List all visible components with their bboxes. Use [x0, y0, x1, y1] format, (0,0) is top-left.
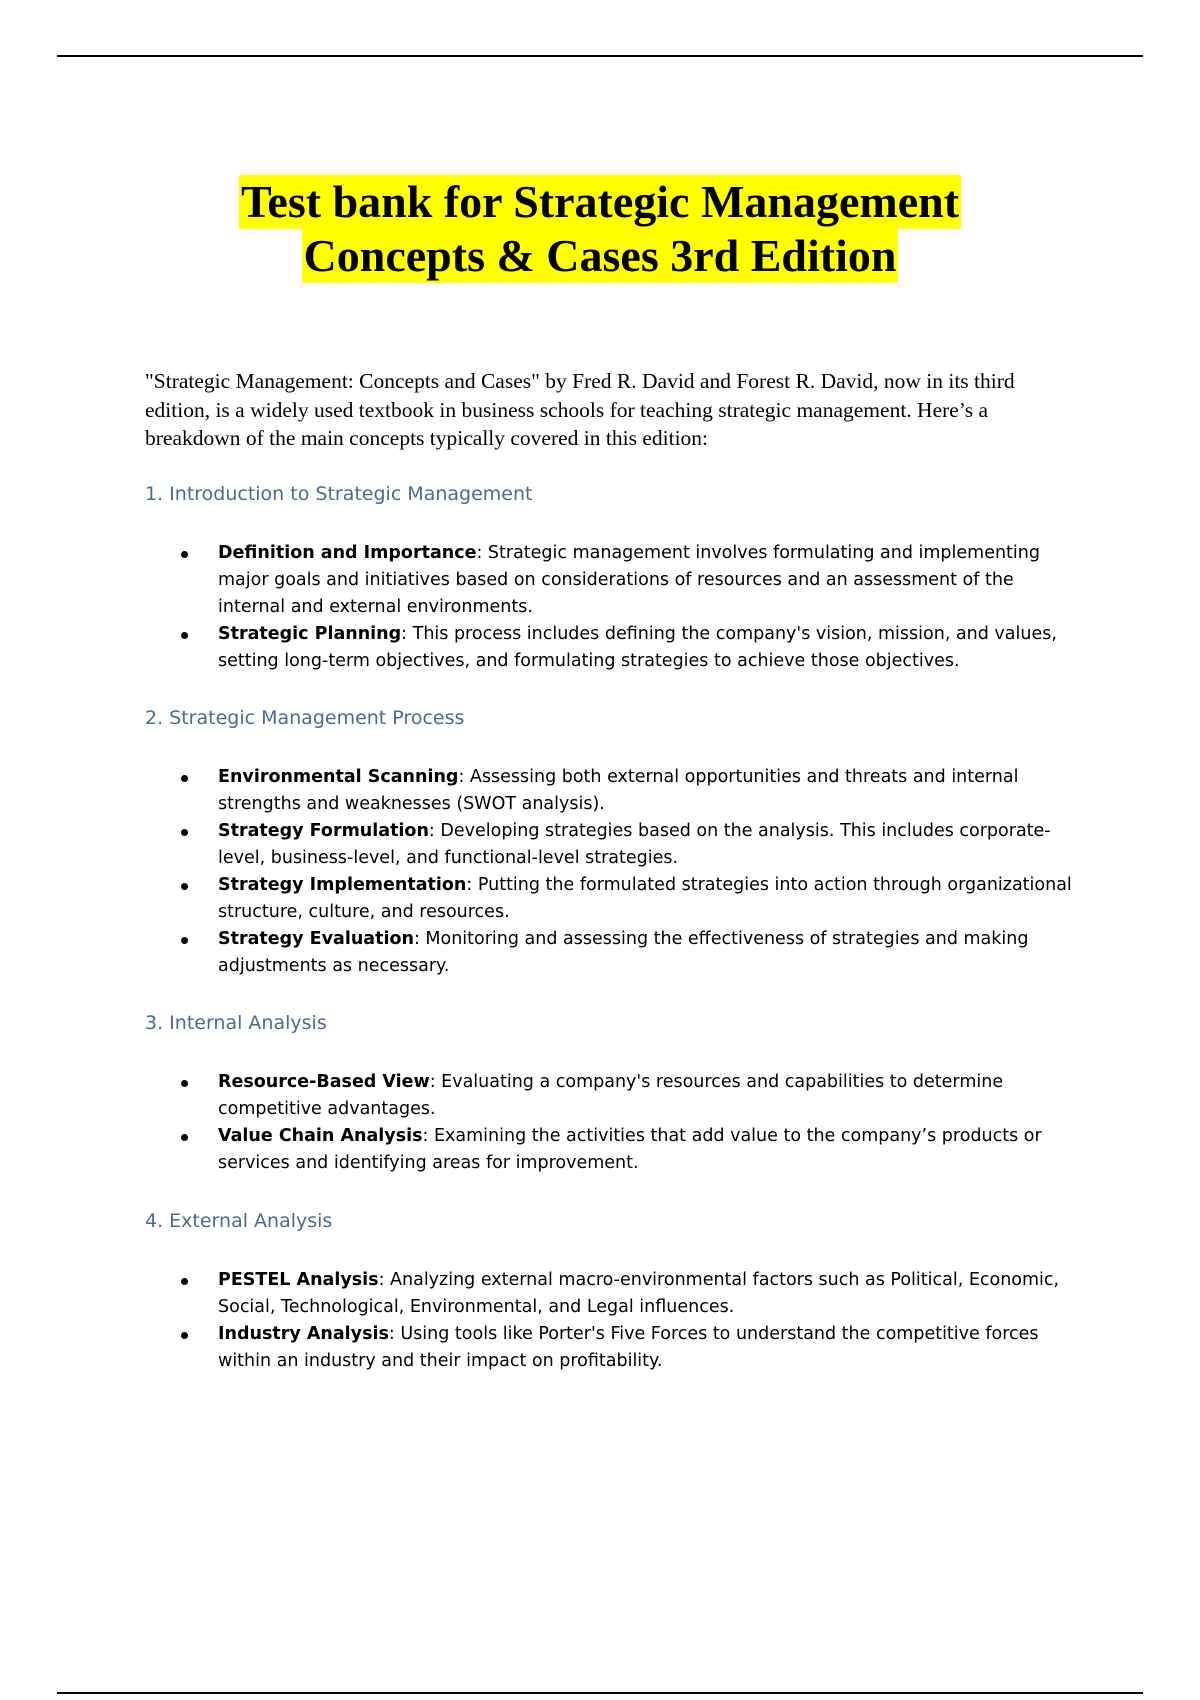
list-item [145, 1123, 1085, 1177]
item-text: : Monitoring and assessing the effectiveness of strategies and making adjustments as necessary. [218, 929, 1029, 976]
item-text: : Assessing both external opportunities and threats and internal strengths and weaknesses (SWOT analysis). [218, 767, 1019, 814]
intro-paragraph: "Strategic Management: Concepts and Cases" by Fred R. David and Forest R. David, now in its third edition, is a widely used textbook in business schools for teaching strategic management. Here’s a breakdown of the main concepts typically covered in this edition: [145, 369, 1015, 450]
list-item [145, 1321, 1085, 1375]
title-line-2: Concepts & Cases 3rd Edition [303, 229, 897, 281]
top-rule [57, 55, 1143, 57]
bullet-icon [181, 632, 188, 639]
list-item [145, 764, 1085, 818]
item-term: Strategy Implementation [218, 875, 467, 895]
document-title [0, 175, 1200, 283]
item-text: : Analyzing external macro-environmental factors such as Political, Economic, Social, Technological, Environmental, and Legal influences. [218, 1270, 1060, 1317]
section-heading: 4. External Analysis [145, 1210, 333, 1232]
list-item [145, 621, 1085, 675]
list-item [145, 1267, 1085, 1321]
bullet-icon [181, 1278, 188, 1285]
item-term: PESTEL Analysis [218, 1270, 379, 1290]
section-introduction [145, 482, 1085, 675]
item-text: : Using tools like Porter's Five Forces to understand the competitive forces within an industry and their impact on profitability. [218, 1324, 1039, 1371]
section-internal-analysis [145, 1011, 1085, 1177]
item-term: Strategy Evaluation [218, 929, 414, 949]
bullet-list [145, 1069, 1085, 1177]
section-process [145, 706, 1085, 980]
item-text: : Examining the activities that add value to the company’s products or services and identifying areas for improvement. [218, 1126, 1042, 1173]
title-line-1: Test bank for Strategic Management [240, 175, 960, 227]
item-text: : Evaluating a company's resources and capabilities to determine competitive advantages. [218, 1072, 1004, 1119]
bullet-icon [181, 829, 188, 836]
section-heading: 1. Introduction to Strategic Management [145, 483, 533, 505]
list-item [145, 926, 1085, 980]
bullet-icon [181, 1080, 188, 1087]
bullet-list [145, 540, 1085, 675]
item-term: Definition and Importance [218, 543, 477, 563]
bullet-icon [181, 1332, 188, 1339]
list-item [145, 818, 1085, 872]
bullet-icon [181, 775, 188, 782]
bullet-list [145, 764, 1085, 980]
item-text: : This process includes defining the company's vision, mission, and values, setting long-term objectives, and formulating strategies to achieve those objectives. [218, 624, 1057, 671]
item-term: Strategic Planning [218, 624, 402, 644]
bullet-list [145, 1267, 1085, 1375]
item-term: Industry Analysis [218, 1324, 389, 1344]
bullet-icon [181, 1134, 188, 1141]
item-term: Environmental Scanning [218, 767, 459, 787]
item-term: Resource-Based View [218, 1072, 430, 1092]
item-term: Value Chain Analysis [218, 1126, 423, 1146]
item-text: : Strategic management involves formulating and implementing major goals and initiatives based on considerations of resources and an assessment of the internal and external environments. [218, 543, 1040, 617]
item-term: Strategy Formulation [218, 821, 429, 841]
list-item [145, 540, 1085, 621]
bullet-icon [181, 883, 188, 890]
item-text: : Developing strategies based on the analysis. This includes corporate-level, business-level, and functional-level strategies. [218, 821, 1051, 868]
bullet-icon [181, 551, 188, 558]
item-text: : Putting the formulated strategies into action through organizational structure, culture, and resources. [218, 875, 1072, 922]
section-heading: 2. Strategic Management Process [145, 707, 465, 729]
list-item [145, 1069, 1085, 1123]
section-external-analysis [145, 1209, 1085, 1375]
bottom-rule [57, 1692, 1143, 1694]
bullet-icon [181, 937, 188, 944]
section-heading: 3. Internal Analysis [145, 1012, 327, 1034]
list-item [145, 872, 1085, 926]
